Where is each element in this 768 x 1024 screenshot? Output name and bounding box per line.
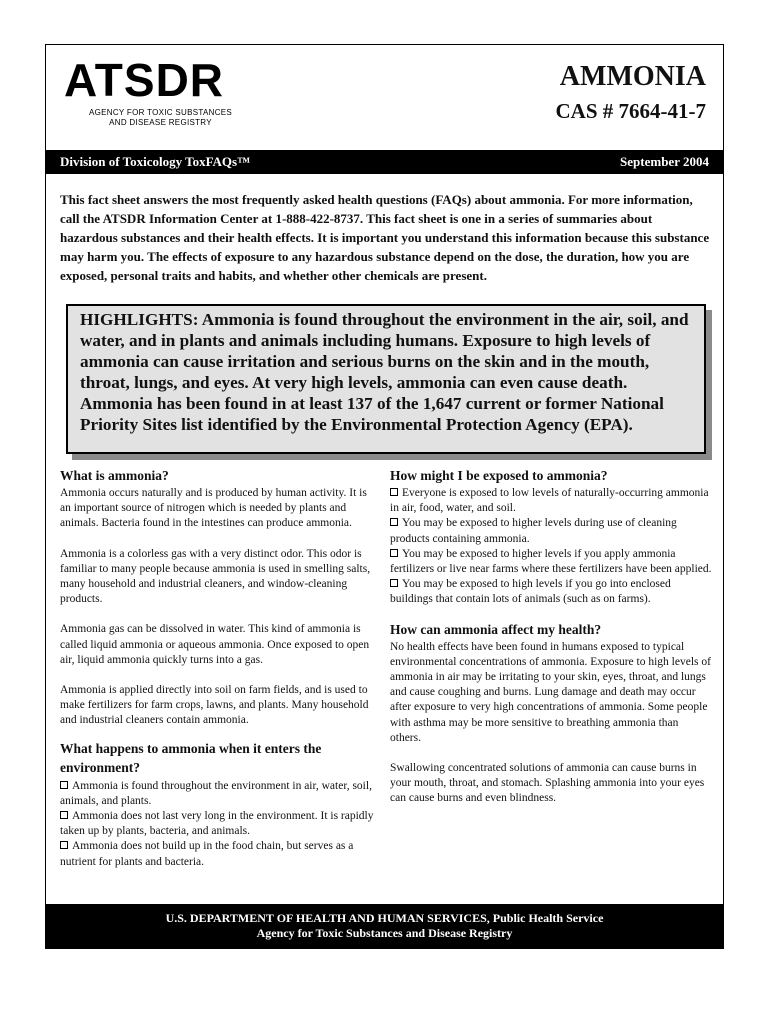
checkbox-bullet-icon [60, 781, 68, 789]
exposure-list [390, 486, 712, 608]
division-label: Division of Toxicology ToxFAQs™ [60, 154, 251, 169]
health-heading: How can ammonia affect my health? [390, 621, 602, 637]
logo-wordmark: ATSDR [64, 54, 225, 106]
list-item: Everyone is exposed to low levels of naturally-occurring ammonia in air, food, water, and soil. [390, 487, 709, 515]
highlights-box: HIGHLIGHTS: Ammonia is found throughout the environment in the air, soil, and water, and in plants and animals including humans. Exposure to high levels of ammonia can cause irritation and serious burns on the skin and in the mouth, throat, lungs, and eyes. At very high levels, ammonia can even cause death. Ammonia has been found in at least 137 of the 1,647 current or former National Priority Sites list identified by the Environmental Protection Agency (EPA). [66, 304, 706, 454]
footer-bar [46, 904, 723, 948]
what-is-paragraph: Ammonia occurs naturally and is produced by human activity. It is an important source of nitrogen which is needed by plants and animals. Bacteria found in the intestines can produce ammonia. [60, 487, 367, 530]
list-item: Ammonia does not build up in the food chain, but serves as a nutrient for plants and bacteria. [60, 840, 354, 868]
what-is-paragraph: Ammonia is a colorless gas with a very distinct odor. This odor is familiar to many people because ammonia is used in smelling salts, many household and industrial cleaners, and window-cleaning products. [60, 547, 371, 606]
cas-number: CAS # 7664-41-7 [555, 99, 706, 123]
logo-subtitle-line-1: AGENCY FOR TOXIC SUBSTANCES [88, 108, 233, 117]
document-title: AMMONIA [559, 61, 706, 92]
checkbox-bullet-icon [390, 549, 398, 557]
list-item: Ammonia is found throughout the environment in air, water, soil, animals, and plants. [60, 779, 372, 807]
division-bar [46, 150, 723, 174]
what-is-heading: What is ammonia? [60, 468, 169, 483]
what-is-paragraph: Ammonia gas can be dissolved in water. This kind of ammonia is called liquid ammonia or aqueous ammonia. Once exposed to open air, liquid ammonia quickly turns into a gas. [60, 623, 370, 666]
list-item: You may be exposed to high levels if you go into enclosed buildings that contain lots of animals (such as on farms). [390, 578, 671, 606]
intro-paragraph: This fact sheet answers the most frequently asked health questions (FAQs) about ammonia. For more information, call the ATSDR Information Center at 1-888-422-8737. This fact sheet is one in a series of summaries about hazardous substances and their health effects. It is important you understand this information because this substance may harm you. The effects of exposure to any hazardous substance depend on the dose, the duration, how you are exposed, personal traits and habits, and whether other chemicals are present. [60, 192, 710, 283]
health-paragraph: Swallowing concentrated solutions of ammonia can cause burns in your mouth, throat, and stomach. Splashing ammonia into your eyes can cause burns and even blindness. [390, 762, 705, 805]
environment-heading: What happens to ammonia when it enters the environment? [60, 740, 322, 775]
checkbox-bullet-icon [60, 841, 68, 849]
logo-subtitle-line-2: AND DISEASE REGISTRY [109, 118, 212, 127]
left-column [60, 467, 380, 883]
health-paragraph: No health effects have been found in humans exposed to typical environmental concentrations of ammonia. Exposure to high levels of ammonia in air may be irritating to your skin, eyes, throat, and lungs and cause coughing and burns. Lung damage and death may occur after exposure to very high concentrations of ammonia. Some people with asthma may be more sensitive to breathing ammonia than others. [390, 640, 711, 744]
atsdr-logo [64, 50, 244, 130]
checkbox-bullet-icon [390, 518, 398, 526]
checkbox-bullet-icon [390, 488, 398, 496]
exposure-heading: How might I be exposed to ammonia? [390, 468, 608, 483]
publication-date: September 2004 [620, 154, 709, 169]
logo-subtitle [78, 108, 243, 128]
checkbox-bullet-icon [390, 579, 398, 587]
list-item: Ammonia does not last very long in the environment. It is rapidly taken up by plants, bacteria, and animals. [60, 810, 374, 838]
list-item: You may be exposed to higher levels if you apply ammonia fertilizers or live near farms where these fertilizers have been applied. [390, 547, 712, 576]
environment-list [60, 779, 380, 870]
list-item: You may be exposed to higher levels during use of cleaning products containing ammonia. [390, 517, 677, 545]
right-column [390, 467, 712, 822]
footer-agency: Agency for Toxic Substances and Disease Registry [256, 926, 513, 940]
what-is-paragraph: Ammonia is applied directly into soil on farm fields, and is used to make fertilizers for farm crops, lawns, and plants. Many household and industrial cleaners contain ammonia. [60, 684, 369, 727]
checkbox-bullet-icon [60, 811, 68, 819]
footer-department: U.S. DEPARTMENT OF HEALTH AND HUMAN SERVICES, Public Health Service [165, 911, 604, 925]
